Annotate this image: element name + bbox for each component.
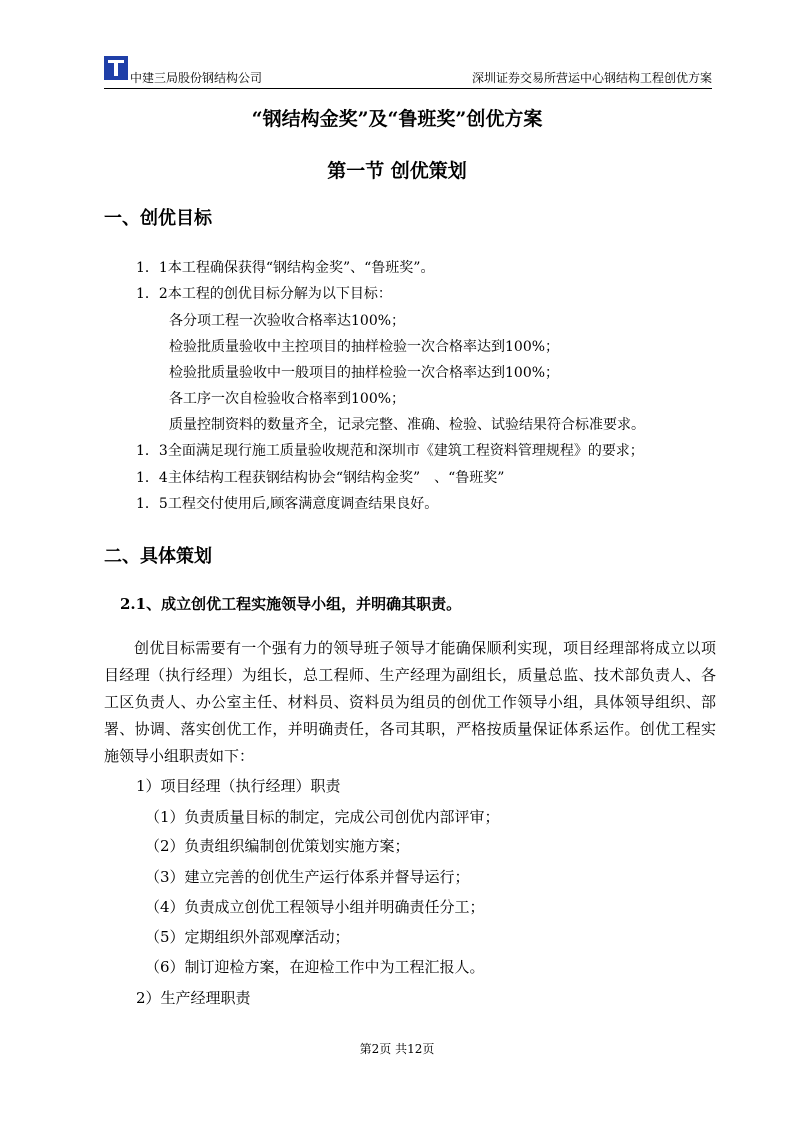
duty-item: （1）负责质量目标的制定，完成公司创优内部评审； [145,808,500,826]
document-title: “钢结构金奖”及“鲁班奖”创优方案 [251,108,543,130]
goal-line: 1．4主体结构工程获钢结构协会“钢结构金奖” 、“鲁班奖” [136,470,505,486]
company-logo-icon [104,56,128,80]
duty-item: （6）制订迎检方案，在迎检工作中为工程汇报人。 [145,958,485,976]
goal-subline: 检验批质量验收中主控项目的抽样检验一次合格率达到100%； [169,339,560,355]
plan-subheading: 2.1、成立创优工程实施领导小组，并明确其职责。 [120,595,462,613]
duty-group-title: 1）项目经理（执行经理）职责 [136,777,341,795]
goal-line: 1．2本工程的创优目标分解为以下目标： [136,286,392,302]
duty-item: （5）定期组织外部观摩活动； [145,928,350,946]
page-header [104,54,712,89]
goal-subline: 检验批质量验收中一般项目的抽样检验一次合格率达到100%； [169,365,560,381]
company-name: 中建三局股份钢结构公司 [130,71,263,85]
goal-line: 1．5工程交付使用后,顾客满意度调查结果良好。 [136,496,439,512]
section-title: 第一节 创优策划 [327,160,467,182]
goal-line: 1．3全面满足现行施工质量验收规范和深圳市《建筑工程资料管理规程》的要求； [136,443,644,459]
plan-heading: 二、具体策划 [104,546,212,567]
duty-item: （2）负责组织编制创优策划实施方案； [145,837,410,855]
duty-item: （4）负责成立创优工程领导小组并明确责任分工； [145,898,485,916]
page-number: 第2页 共12页 [359,1042,435,1056]
goal-subline: 各分项工程一次验收合格率达100%； [169,313,406,329]
goal-subline: 各工序一次自检验收合格率到100%； [169,391,406,407]
plan-paragraph: 创优目标需要有一个强有力的领导班子领导才能确保顺利实现，项目经理部将成立以项目经理（执行经理）为组长，总工程师、生产经理为副组长，质量总监、技术部负责人、各工区负责人、办公室主任、材料员、资料员为组员的创优工作领导小组，具体领导组织、部署、协调、落实创优工作，并明确责任，各司其职，严格按质量保证体系运作。创优工程实施领导小组职责如下： [104,639,716,765]
project-name: 深圳证券交易所营运中心钢结构工程创优方案 [471,71,712,85]
goal-line: 1．1本工程确保获得“钢结构金奖”、“鲁班奖”。 [136,260,435,276]
goals-heading: 一、创优目标 [104,208,212,229]
duty-item: （3）建立完善的创优生产运行体系并督导运行； [145,868,470,886]
goal-subline: 质量控制资料的数量齐全，记录完整、准确、检验、试验结果符合标准要求。 [169,417,645,433]
duty-group-title: 2）生产经理职责 [136,989,251,1007]
